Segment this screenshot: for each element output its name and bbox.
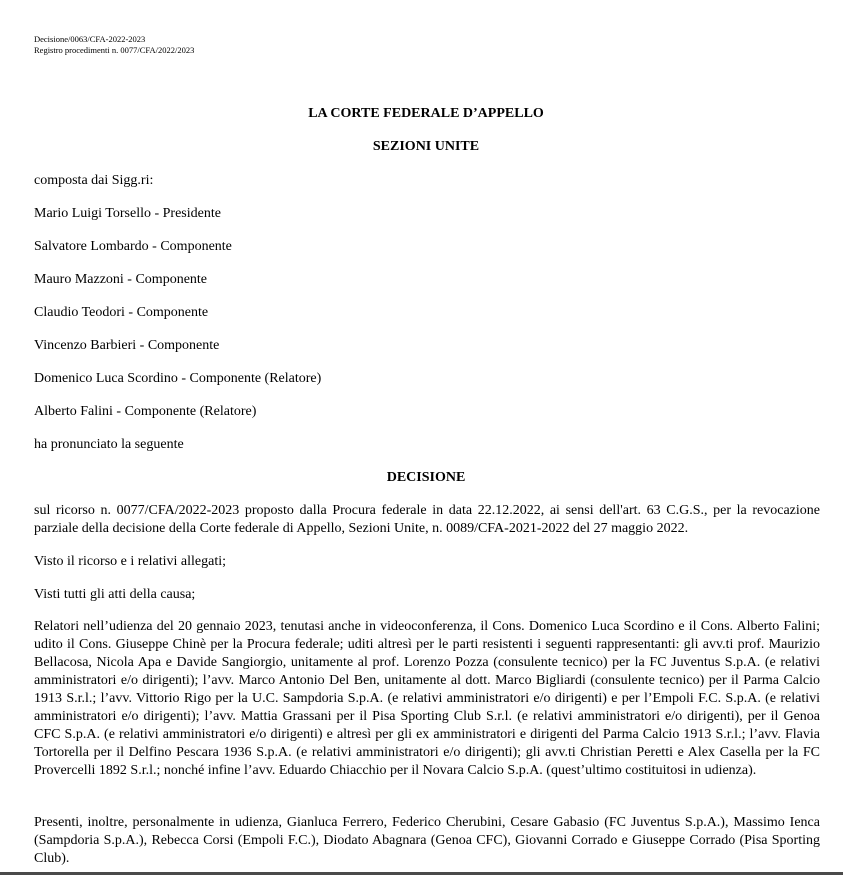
document-reference [34,34,194,56]
decision-heading: DECISIONE [386,470,466,485]
composition-closing: ha pronunciato la seguente [34,437,184,452]
visto-ricorso: Visto il ricorso e i relativi allegati; [34,554,226,569]
register-reference: Registro procedimenti n. 0077/CFA/2022/2023 [34,45,195,55]
member-line: Vincenzo Barbieri - Componente [34,338,220,353]
member-line: Alberto Falini - Componente (Relatore) [34,404,257,419]
member-line: Salvatore Lombardo - Componente [34,239,232,254]
member-line: Mario Luigi Torsello - Presidente [34,206,221,221]
relatori-paragraph: Relatori nell’udienza del 20 gennaio 2023, tenutasi anche in videoconferenza, il Cons. Domenico Luca Scordino e il Cons. Alberto Falini; udito il Cons. Giuseppe Chinè per la Procura federale; uditi altresì per le parti resistenti i seguenti rappresentanti: gli avv.ti prof. Maurizio Bellacosa, Nicola Apa e Davide Sangiorgio, unitamente al prof. Lorenzo Pozza (consulente tecnico) per la FC Juventus S.p.A. (e relativi amministratori e/o dirigenti); l’avv. Marco Antonio Del Ben, unitamente al dott. Marco Bigliardi (consulente tecnico) per il Parma Calcio 1913 S.r.l.; l’avv. Vittorio Rigo per la U.C. Sampdoria S.p.A. (e relativi amministratori e/o dirigenti) e per l’Empoli F.C. S.p.A. (e relativi amministratori e/o dirigenti); l’avv. Mattia Grassani per il Pisa Sporting Club S.r.l. (e relativi amministratori e/o dirigenti), per il Genoa CFC S.p.A. (e relativi amministratori e/o dirigenti) e altresì per gli ex amministratori e dirigenti del Parma Calcio 1913 S.r.l.; l’avv. Flavia Tortorella per il Delfino Pescara 1936 S.p.A. (e relativi amministratori e/o dirigenti); gli avv.ti Christian Peretti e Alex Casella per la FC Provercelli 1892 S.r.l.; nonché infine l’avv. Eduardo Chiacchio per il Novara Calcio S.p.A. (quest’ultimo costituitosi in udienza). [34,619,820,778]
presenti-paragraph: Presenti, inoltre, personalmente in udienza, Gianluca Ferrero, Federico Cherubini, Cesare Gabasio (FC Juventus S.p.A.), Massimo Ienca (Sampdoria S.p.A.), Rebecca Corsi (Empoli F.C.), Diodato Abagnara (Genoa CFC), Giovanni Corrado e Giuseppe Corrado (Pisa Sporting Club). [34,815,820,866]
composition-intro: composta dai Sigg.ri: [34,173,154,188]
decision-reference: Decisione/0063/CFA-2022-2023 [34,34,146,44]
member-line: Mauro Mazzoni - Componente [34,272,208,287]
court-section: SEZIONI UNITE [372,139,480,154]
visti-atti: Visti tutti gli atti della causa; [34,587,196,602]
member-line: Domenico Luca Scordino - Componente (Relatore) [34,371,322,386]
court-name: LA CORTE FEDERALE D’APPELLO [308,106,544,121]
member-line: Claudio Teodori - Componente [34,305,209,320]
decision-subject: sul ricorso n. 0077/CFA/2022-2023 proposto dalla Procura federale in data 22.12.2022, ai sensi dell'art. 63 C.G.S., per la revocazione parziale della decisione della Corte federale di Appello, Sezioni Unite, n. 0089/CFA-2021-2022 del 27 maggio 2022. [34,503,820,536]
